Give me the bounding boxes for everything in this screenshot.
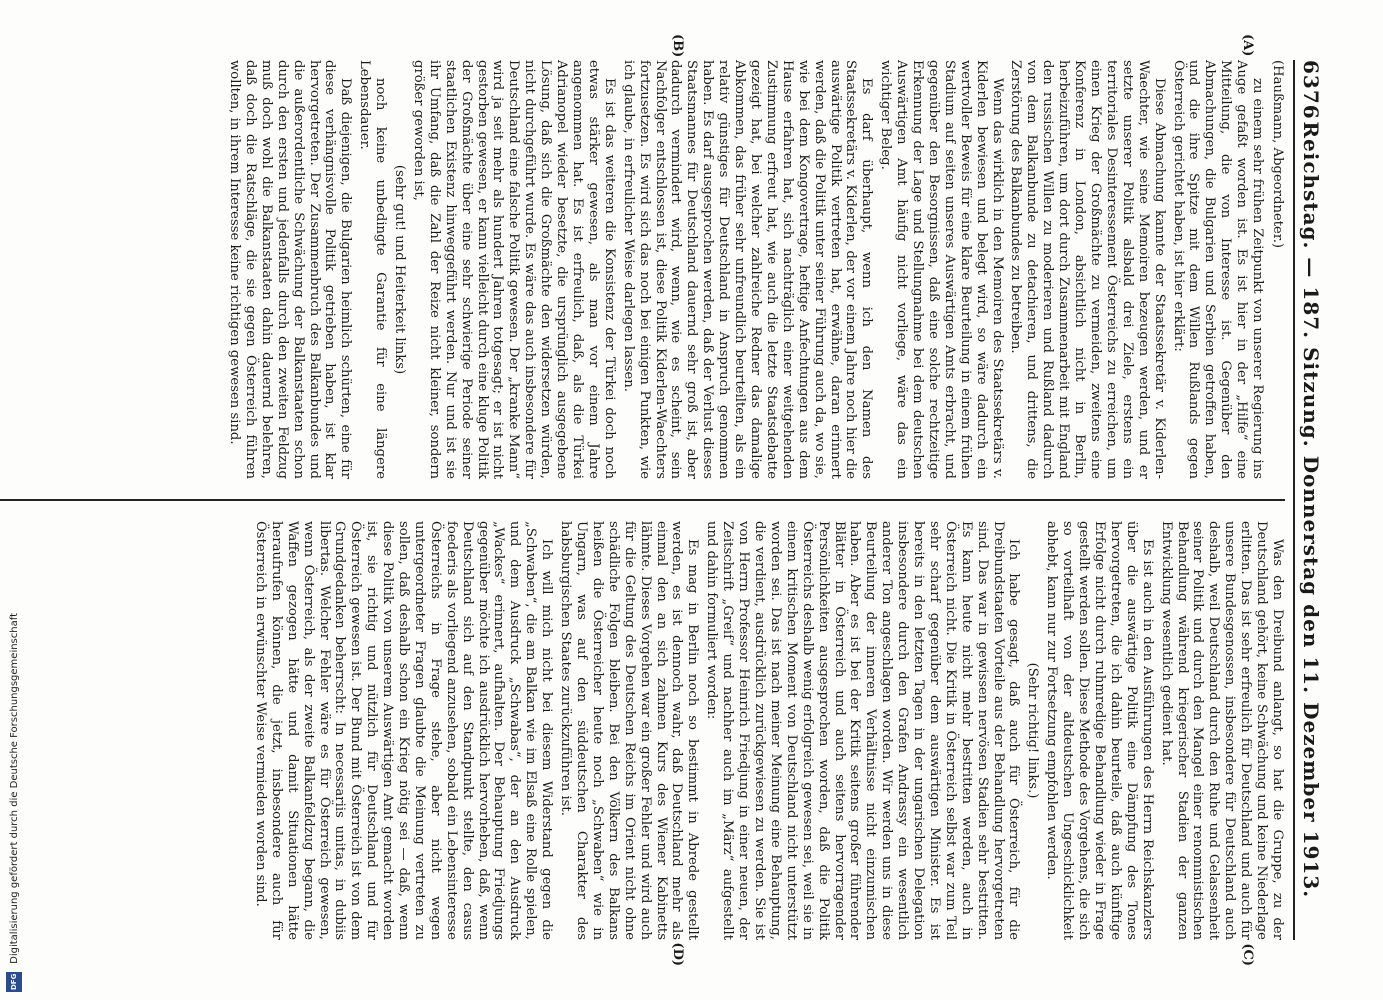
- paragraph: Ich will mich nicht bei diesem Widerstand gegen die „Schwaben“, die am Balkan wie im Elsaß eine Rolle spielen, und dem Ausdruck „Schwabas“, der an den Ausdruck „Wackes“ erinnert, aufhalten. Der Behauptung Friedjungs gegenüber möchte ich ausdrücklich hervorheben, daß, wenn Deutschland sich auf den Standpunkt stellte, den casus foederis als vorliegend anzusehen, sobald ein Lebensinteresse Österreichs in Frage stehe, aber nicht wegen untergeordneter Fragen glaubte die Meinung vertreten zu sollen, daß deshalb schon ein Krieg nötig sei — daß, wenn diese Politik von unserem Auswärtigen Amt gemacht worden ist, sie richtig und nützlich für Deutschland und für Österreich gewesen ist. Der Bund mit Österreich ist von dem Grundgedanken beherrscht: In necessariis unitas, in dubiis libertas. Welcher Fehler wäre es für Österreich gewesen, wenn Österreich, als der zweite Balkanfeldzug begann, die Waffen gezogen hätte und damit Situationen hätte heraufrufen können, die jetzt, insbesondere auch für Österreich in erwünschter Weise vermieden worden sind.: [252, 521, 555, 940]
- paragraph: zu einem sehr frühen Zeitpunkt von unserer Regierung ins Auge gefaßt worden ist. Es ist hier in der „Hilfe“ eine Mitteilung, die von Interesse ist. Gegenüber den Abmachungen, die Bulgarien und Serbien getroffen haben, und die ihre Spitze mit dem Willen Rußlands gegen Österreich gerichtet haben, ist hier erklärt:: [1170, 60, 1266, 479]
- dfg-logo: DFG: [6, 972, 22, 992]
- digitization-credit: Digitalisierung gefördert durch die Deutsche Forschungsgemeinschaft: [8, 613, 20, 964]
- margin-marker-b: (B): [670, 34, 685, 58]
- paragraph: Was den Dreibund anlangt, so hat die Gruppe, zu der Deutschland gehört, keine Schwächung und keine Niederlage erlitten. Das ist sehr erfreulich für Deutschland und auch für unsere Bundesgenossen, insbesondere für Deutschland auch deshalb, weil Deutschland durch den Ruhe und Gelassenheit seiner Politik und durch den Mangel einer renommistischen Behandlung während kriegerischer Stadien der ganzen Entwicklung wesentlich gedient hat.: [1158, 521, 1285, 940]
- paragraph: Es darf überhaupt, wenn ich den Namen des Staatssekretärs v. Kiderlen, der vor einem Jahre noch hier die auswärtige Politik vertreten hat, erwähne, daran erinnert werden, daß die Politik unter seiner Führung auch da, wo sie, wie bei dem Kongovertrage, heftige Anfechtungen aus dem Hause erfahren hat, sich nachträglich einer weitgehenden Zustimmung erfreut hat, wie auch die letzte Staatsdebatte gezeigt hat, bei welcher zahlreiche Redner das damalige Abkommen, das früher sehr unfreundlich beurteilten, als ein relativ günstiges für Deutschland in Anspruch genommen haben. Es darf ausgesprochen werden, daß der Verlust dieses Staatsmannes für Deutschland dauernd sehr groß ist, aber dadurch vermindert wird, wenn, wie es scheint, sein Nachfolger entschlossen ist, diese Politik Kiderlen-Waechters fortzusetzen. Es wird sich das noch bei einigen Punkten, wie ich glaube, in erfreulicher Weise darlegen lassen.: [620, 60, 875, 479]
- paragraph: noch keine unbedingte Garantie für eine längere Lebensdauer.: [357, 60, 389, 479]
- speaker-label: (Haußmann, Abgeordneter.): [1270, 60, 1285, 249]
- margin-marker-a: (A): [1240, 34, 1255, 57]
- quote-paragraph: Diese Abmachung kannte der Staatssekretär v. Kiderlen-Waechter, wie seine Memoiren bezeugen werden, und er setzte unserer Politik alsbald drei Ziele, erstens ein territoriales Desinteressement Österreichs zu erreichen, um einen Krieg der Großmächte zu vermeiden, zweitens eine Konferenz in London, absichtlich nicht in Berlin, herbeizuführen, um dort durch Zusammenarbeit mit England den russischen Willen zu moderieren und Rußland dadurch von dem Balkanbunde zu detachieren, und drittens, die Zerstörung des Balkanbundes zu betreiben.: [1008, 60, 1167, 479]
- margin-marker-c: (C): [1240, 943, 1255, 966]
- digitization-footer: [0, 0, 28, 1000]
- right-column: [0, 521, 1285, 966]
- left-column: [0, 34, 1285, 479]
- paragraph: Es ist auch in den Ausführungen des Herrn Reichskanzlers über die auswärtige Politik eine Dämpfung des Tones hervorgetreten, die ich dahin beurteile, daß auch künftige Erfolge nicht durch ruhmredige Behandlung wieder in Frage gestellt werden sollen. Diese Methode des Vorgehens, die sich so vorteilhaft von der altdeutschen Ungeschicklichkeit abhebt, kann nur zur Fortsetzung empfohlen werden.: [1044, 521, 1155, 940]
- page-header: [1293, 60, 1323, 940]
- page-number: 6376: [1299, 60, 1323, 120]
- margin-marker-d: (D): [670, 942, 685, 966]
- paragraph: Wenn das wirklich in den Memoiren des Staatssekretärs v. Kiderlen bewiesen und belegt wird, so wäre dadurch ein wertvoller Beweis für eine klare Beurteilung in einem frühen Stadium auf seiten unseres Auswärtigen Amts erbracht, und gegenüber den Besorgnissen, daß eine solche rechtzeitige Erkennung der Lage und Stellungnahme bei dem deutschen Auswärtigen Amt häufig nicht vorliege, wäre das ein wichtiger Beleg.: [878, 60, 1005, 479]
- paragraph: Ich habe gesagt, daß auch für Österreich, für die Dreibundstaaten Vorteile aus der Behandlung hervorgetreten sind. Das war in gewissen nervösen Stadien sehr bestritten. Es kann heute nicht mehr bestritten werden, auch in Österreich nicht. Die Kritik in Österreich selbst war zum Teil sehr scharf gegenüber dem auswärtigen Minister. Es ist bereits in den letzten Tagen in der ungarischen Delegation insbesondere durch den Grafen Andrassy ein wesentlich anderer Ton angeschlagen worden. Wir werden uns in diese Beurteilung der inneren Verhältnisse nicht einzumischen haben. Aber es ist bei der Kritik seitens großer führender Blätter in Österreich und auch seitens hervorragender Persönlichkeiten ausgesprochen worden, daß die Politik Österreichs deshalb wenig erfolgreich gewesen sei, weil sie in einem kritischen Moment von Deutschland nicht unterstützt worden sei. Das ist nach meiner Meinung eine Behauptung, die verdient, ausdrücklich zurückgewiesen zu werden. Sie ist von Herrn Professor Heinrich Friedjung in einer neuen, der Zeitschrift „Greif“ und nachher auch im „März“ aufgestellt und dahin formuliert worden:: [704, 521, 1022, 940]
- applause-note: (Sehr richtig! links.): [1025, 662, 1041, 799]
- page-title: Reichstag. — 187. Sitzung. Donnerstag den 11. Dezember 1913.: [1299, 121, 1323, 899]
- quote-paragraph: Es mag in Berlin noch so bestimmt in Abrede gestellt werden, es ist dennoch wahr, daß Deutschland mehr als einmal den an sich zahmen Kurs des Wiener Kabinetts lähmte. Dieses Vorgehen war ein großer Fehler und wird auch für die Geltung des Deutschen Reichs im Orient nicht ohne schädliche Folgen bleiben. Bei den Völkern des Balkans heißen die Österreicher heute noch „Schwaben“ wie in Ungarn, was auf den süddeutschen Charakter des habsburgischen Staates zurückzuführen ist.: [558, 521, 701, 940]
- column-divider: [0, 499, 1285, 501]
- applause-note: (sehr gut! und Heiterkeit links): [392, 164, 408, 375]
- paragraph: Es ist das weiteren die Konsistenz der Türkei doch noch etwas stärker gewesen, als man vor einem Jahre angenommen hat. Es ist erfreulich, daß, als die Türkei Adrianopel wieder besetzte, die ursprünglich ausgegebene Lösung, daß sich die Großmächte den widersetzen würden, nicht durchgeführt wurde. Es wäre das auch insbesondere für Deutschland eine falsche Politik gewesen. Der „kranke Mann“ wird ja seit mehr als hundert Jahren totgesagt; er ist nicht gestorben gewesen, er kann vielleicht durch eine kluge Politik der Großmächte über eine sehr schwierige Periode seiner staatlichen Existenz hinweggeführt werden. Nur und ist sie ihr Umfang, daß die Zahl der Reize nicht kleiner, sondern größer geworden ist,: [410, 60, 617, 479]
- paragraph: Daß diejenigen, die Bulgarien heimlich schürten, eine für diese verhängnisvolle Politik getrieben haben, ist klar hervorgetreten. Der Zusammenbruch des Balkanbundes und die außerordentliche Schwächung der Balkanstaaten schon durch den ersten und jedenfalls durch den zweiten Feldzug muß doch wohl die Balkanstaaten dahin dauernd belehren, daß doch die Ratschläge, die sie gegen Österreich führen wollten, in ihrem Interesse keine richtigen gewesen sind.: [227, 60, 354, 479]
